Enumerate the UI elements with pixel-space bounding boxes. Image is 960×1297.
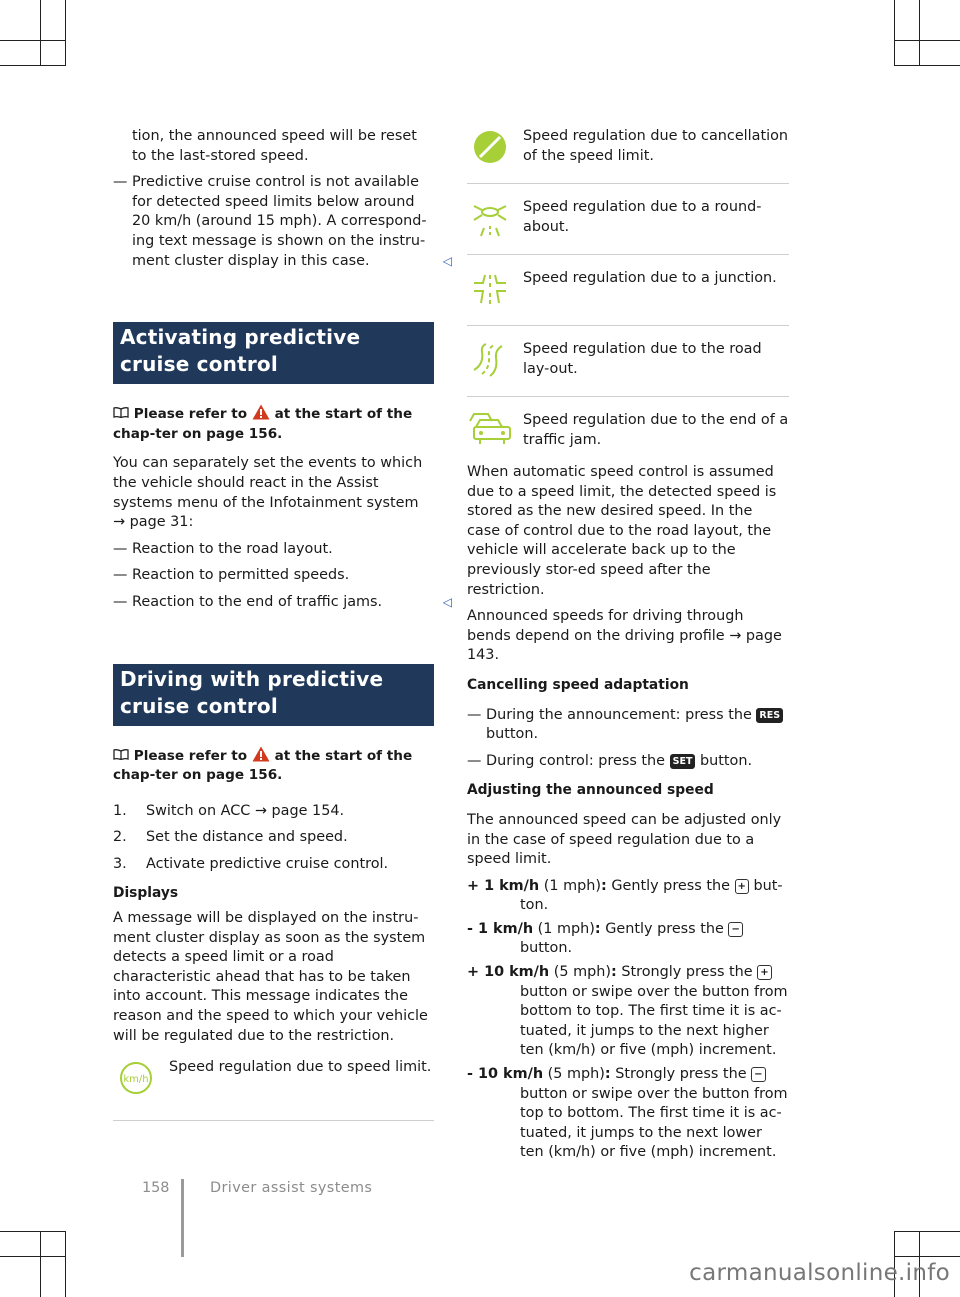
warning-icon [252, 748, 275, 764]
step-item [113, 802, 434, 822]
crop-mark [894, 0, 895, 66]
subheading-adjusting: Adjusting the announced speed [467, 782, 714, 799]
displays-text: A message will be displayed on the instru-ment cluster display as soon as the system detects a speed limit or a road characteristic ahead that has to be taken into account. This message indicates the reason and the speed to which your vehicle will be regulated due to the restriction. [113, 910, 428, 1044]
footer-divider [181, 1179, 184, 1257]
section-intro: You can separately set the events to which the vehicle should react in the Assist systems menu of the Infotainment system → page 31: [113, 455, 423, 531]
icon-description: Speed regulation due to speed limit. [169, 1059, 432, 1076]
definition-item [467, 963, 789, 1061]
list-item-text: During control: press the [486, 752, 666, 769]
step-number: 3. [113, 855, 127, 872]
crop-mark [894, 65, 960, 66]
plus-key-icon: + [735, 879, 749, 894]
icon-row [467, 269, 789, 325]
end-of-section-icon: ◁ [442, 253, 452, 268]
definition-prefix: Gently press the [605, 920, 724, 937]
list-item-text: Reaction to the end of traffic jams. [132, 593, 383, 610]
definition-suffix: but-ton. [520, 877, 783, 914]
page-footer [0, 1179, 960, 1257]
bends-text: Announced speeds for driving through bends depend on the driving profile → page 143. [467, 608, 782, 664]
divider [467, 396, 789, 397]
list-item-text: button. [486, 726, 539, 743]
definition-item [467, 920, 789, 959]
list-item [113, 566, 434, 586]
icon-description: Speed regulation due to a round-about. [523, 199, 762, 235]
warning-icon [252, 406, 275, 422]
kmh-icon [113, 1058, 159, 1102]
book-icon [113, 748, 134, 764]
traffic-jam-icon [467, 411, 513, 455]
junction-icon [467, 269, 513, 313]
definition-item [467, 877, 789, 916]
icon-row [467, 198, 789, 254]
reference-note [113, 746, 434, 786]
kmh-label: km/h [123, 1074, 149, 1086]
step-text: Activate predictive cruise control. [146, 855, 389, 872]
icon-row [113, 1058, 434, 1114]
page-number: 158 [142, 1180, 170, 1196]
reference-prefix: Please refer to [133, 406, 248, 423]
list-item-text: Reaction to the road layout. [132, 540, 333, 557]
reference-prefix: Please refer to [133, 747, 248, 764]
dash: — [113, 540, 128, 557]
roundabout-icon [467, 198, 513, 242]
cancel-speed-limit-icon [467, 127, 513, 171]
definition-item [467, 1065, 789, 1163]
divider [113, 1120, 434, 1121]
crop-mark [65, 0, 66, 66]
dash: — [113, 174, 128, 191]
step-text: Switch on ACC → page 154. [146, 802, 345, 819]
step-number: 2. [113, 829, 127, 846]
crop-mark [40, 0, 41, 66]
definition-suffix: button. [520, 940, 573, 957]
definition-term: + 10 km/h (5 mph): [467, 964, 617, 981]
dash: — [467, 752, 482, 769]
divider [467, 254, 789, 255]
definition-suffix: button or swipe over the button from top to bottom. The first time it is ac-tuated, it jumps to the next lower ten (km/h) or five (mph) increment. [520, 1085, 788, 1161]
plus-key-icon: + [757, 965, 771, 980]
step-item [113, 828, 434, 848]
dash: — [467, 706, 482, 723]
list-item [467, 752, 789, 772]
definition-suffix: button or swipe over the button from bottom to top. The first time it is ac-tuated, it jumps to the next higher ten (km/h) or five (mph) increment. [520, 983, 788, 1059]
step-item [113, 855, 434, 875]
divider [467, 183, 789, 184]
reference-note [113, 404, 434, 444]
list-item-text: Reaction to permitted speeds. [132, 567, 350, 584]
subheading-cancelling: Cancelling speed adaptation [467, 676, 689, 693]
list-item [467, 706, 789, 745]
icon-description: Speed regulation due to cancellation of the speed limit. [523, 128, 789, 164]
step-text: Set the distance and speed. [146, 829, 348, 846]
book-icon [113, 406, 134, 422]
end-of-section-icon: ◁ [442, 594, 452, 609]
section-heading: Activating predictive cruise control [113, 322, 434, 384]
left-column [113, 127, 452, 1135]
reference-suffix: at the start of the chap-ter on page 156. [113, 406, 413, 442]
crop-mark [894, 40, 960, 41]
list-item [113, 593, 452, 613]
list-item [113, 540, 434, 560]
step-number: 1. [113, 802, 127, 819]
crop-mark [0, 40, 66, 41]
definition-term: - 1 km/h (1 mph): [467, 920, 601, 937]
set-key-icon: SET [670, 754, 696, 769]
dash: — [113, 567, 128, 584]
continued-text: tion, the announced speed will be reset to the last-stored speed. [132, 128, 417, 164]
icon-row [467, 411, 789, 467]
right-column [467, 127, 789, 1167]
definition-term: + 1 km/h (1 mph): [467, 877, 607, 894]
dash: — [113, 593, 128, 610]
definition-prefix: Gently press the [611, 877, 730, 894]
definition-prefix: Strongly press the [621, 964, 753, 981]
icon-row [467, 127, 789, 183]
chapter-title: Driver assist systems [210, 1180, 373, 1196]
section-heading: Driving with predictive cruise control [113, 664, 434, 726]
list-item-text: Predictive cruise control is not available for detected speed limits below around 20 km/h (around 15 mph). A correspond-ing text message is shown on the instru-ment cluster display in this case. [132, 174, 427, 269]
auto-control-text: When automatic speed control is assumed due to a speed limit, the detected speed is stored as the new desired speed. In the case of control due to the road layout, the vehicle will accelerate back up to the previously stor-ed speed after the restriction. [467, 464, 777, 598]
crop-mark [919, 0, 920, 66]
definition-term: - 10 km/h (5 mph): [467, 1066, 611, 1083]
reference-suffix: at the start of the chap-ter on page 156. [113, 747, 413, 784]
icon-description: Speed regulation due to a junction. [523, 270, 777, 286]
icon-row [467, 340, 789, 396]
adjust-text: The announced speed can be adjusted only in the case of speed regulation due to a speed limit. [467, 811, 782, 868]
icon-description: Speed regulation due to the end of a traffic jam. [523, 412, 789, 448]
divider [467, 325, 789, 326]
road-layout-icon [467, 340, 513, 384]
crop-mark [0, 65, 66, 66]
subheading-displays: Displays [113, 885, 179, 902]
list-item-text: During the announcement: press the [486, 706, 752, 723]
watermark: carmanualsonline.info [689, 1260, 950, 1286]
icon-description: Speed regulation due to the road lay-out. [523, 341, 762, 377]
minus-key-icon: − [751, 1067, 765, 1082]
res-key-icon: RES [756, 708, 783, 723]
list-item-text: button. [700, 752, 753, 769]
definition-prefix: Strongly press the [615, 1066, 747, 1083]
list-item [113, 173, 452, 271]
minus-key-icon: − [728, 922, 742, 937]
